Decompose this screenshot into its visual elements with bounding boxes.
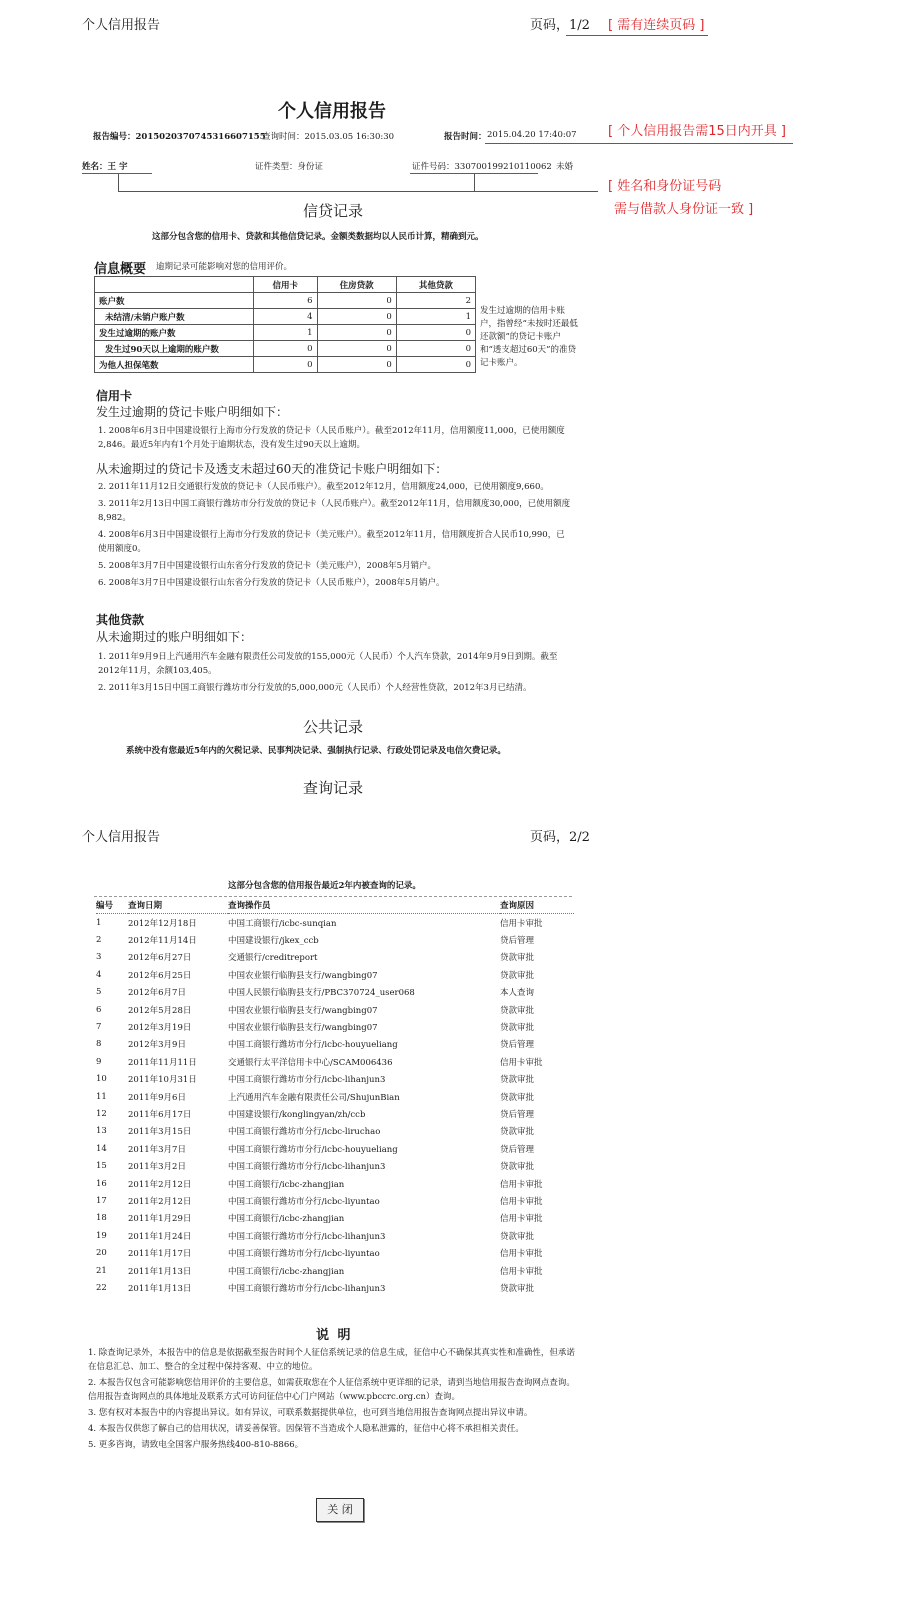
creditcard-section-title: 信用卡 (96, 389, 133, 403)
query-cell-reason: 贷款审批 (500, 1092, 535, 1103)
query-cell-operator: 上汽通用汽车金融有限责任公司/ShujunBian (228, 1092, 400, 1103)
person-name: 姓名：王 宇 (82, 162, 128, 172)
query-row (96, 1227, 574, 1244)
overview-row-label: 为他人担保笔数 (95, 357, 254, 373)
page2-page-number: 页码，2/2 (530, 830, 590, 845)
query-cell-reason: 贷款审批 (500, 1283, 535, 1294)
report-time-label: 报告时间： (444, 132, 487, 142)
section-public-title: 公共记录 (303, 718, 364, 736)
query-cell-no: 1 (96, 917, 102, 928)
query-cell-reason: 贷款审批 (500, 1162, 535, 1173)
overview-cell: 0 (254, 357, 318, 373)
query-cell-no: 11 (96, 1091, 107, 1102)
query-cell-date: 2011年2月12日 (128, 1179, 192, 1190)
query-cell-reason: 贷款审批 (500, 1231, 535, 1242)
query-cell-date: 2011年1月29日 (128, 1214, 192, 1225)
query-header-reason: 查询原因 (500, 897, 574, 914)
page2-header-title: 个人信用报告 (82, 830, 161, 845)
query-cell-operator: 中国建设银行/jkex_ccb (228, 936, 319, 947)
annotation-id-line2: 需与借款人身份证一致 ] (614, 202, 754, 217)
overview-row-label: 发生过90天以上逾期的账户数 (95, 341, 254, 357)
query-row (96, 1071, 574, 1088)
annotation-id-line1: [ 姓名和身份证号码 (608, 179, 722, 194)
annotation-underline-page (566, 35, 708, 36)
query-row (96, 1105, 574, 1122)
creditcard-overdue-list (98, 424, 573, 455)
query-cell-no: 8 (96, 1039, 102, 1050)
query-row (96, 1157, 574, 1174)
overview-side-note: 发生过逾期的信用卡账户，指曾经“未按时还最低还款额”的贷记卡账户和“透支超过60天”的准贷记卡账户。 (480, 306, 578, 368)
overview-header-creditcard: 信用卡 (254, 277, 318, 293)
query-cell-date: 2011年1月13日 (128, 1266, 192, 1277)
query-row (96, 1210, 574, 1227)
query-row (96, 1018, 574, 1035)
overview-row (95, 357, 476, 373)
loan-section-title: 其他贷款 (96, 613, 145, 627)
overview-row-label: 未结清/未销户账户数 (95, 309, 254, 325)
query-cell-operator: 中国工商银行/icbc-zhangjian (228, 1214, 345, 1225)
notes-title: 说 明 (316, 1328, 353, 1343)
query-cell-date: 2011年11月11日 (128, 1057, 197, 1068)
query-cell-no: 13 (96, 1126, 107, 1137)
overview-cell: 0 (254, 341, 318, 357)
query-cell-no: 4 (96, 969, 102, 980)
query-cell-operator: 中国农业银行临朐县支行/wangbing07 (228, 970, 378, 981)
note-item: 5. 更多咨询，请致电全国客户服务热线400-810-8866。 (88, 1440, 304, 1450)
bracket-horizontal (118, 191, 598, 192)
query-row (96, 966, 574, 983)
list-item: 2. 2011年11月12日交通银行发放的贷记卡（人民币账户）。截至2012年12月，信用额度24,000，已使用额度9,660。 (98, 482, 549, 492)
query-cell-reason: 贷款审批 (500, 970, 535, 981)
overview-subtitle: 逾期记录可能影响对您的信用评价。 (156, 262, 293, 272)
creditcard-normal-list (98, 480, 573, 593)
query-cell-reason: 信用卡审批 (500, 918, 543, 929)
overview-cell: 1 (396, 309, 475, 325)
query-cell-operator: 中国工商银行潍坊市分行/icbc-liruchao (228, 1127, 381, 1138)
list-item: 1. 2008年6月3日中国建设银行上海市分行发放的贷记卡（人民币账户）。截至2012年11月，信用额度11,000，已使用额度2,846。最近5年内有1个月处于逾期状态，没有发生过90天以上逾期。 (98, 426, 565, 450)
report-title: 个人信用报告 (278, 101, 386, 122)
query-cell-reason: 贷款审批 (500, 1005, 535, 1016)
query-cell-operator: 中国人民银行临朐县支行/PBC370724_user068 (228, 988, 415, 999)
query-row (96, 931, 574, 948)
query-row (96, 1140, 574, 1157)
query-cell-date: 2011年3月7日 (128, 1144, 186, 1155)
query-cell-date: 2012年3月19日 (128, 1023, 192, 1034)
query-row (96, 1123, 574, 1140)
query-cell-no: 16 (96, 1178, 107, 1189)
query-cell-date: 2011年6月17日 (128, 1109, 192, 1120)
page1-header-title: 个人信用报告 (82, 18, 161, 33)
overview-row-label: 账户数 (95, 293, 254, 309)
query-header-date: 查询日期 (128, 897, 228, 914)
query-row (96, 1036, 574, 1053)
query-cell-no: 17 (96, 1195, 107, 1206)
overview-cell: 0 (396, 325, 475, 341)
loan-list (98, 650, 573, 698)
query-row (96, 914, 574, 932)
query-cell-reason: 信用卡审批 (500, 1249, 543, 1260)
close-button[interactable]: 关 闭 (316, 1498, 364, 1522)
query-cell-reason: 贷后管理 (500, 936, 535, 947)
query-cell-reason: 信用卡审批 (500, 1179, 543, 1190)
query-cell-operator: 中国建设银行/konglingyan/zh/ccb (228, 1109, 366, 1120)
report-number: 报告编号：2015020370745316607155 (93, 132, 266, 142)
id-number: 证件号码：330700199210110062 (412, 162, 552, 172)
annotation-page-number: [ 需有连续页码 ] (608, 18, 705, 33)
overview-cell: 0 (317, 293, 396, 309)
query-cell-reason: 贷后管理 (500, 1144, 535, 1155)
annotation-report-time: [ 个人信用报告需15日内开具 ] (608, 124, 786, 139)
list-item: 5. 2008年3月7日中国建设银行山东省分行发放的贷记卡（美元账户），2008年5月销户。 (98, 561, 437, 571)
query-cell-operator: 中国农业银行临朐县支行/wangbing07 (228, 1005, 378, 1016)
overview-header-other: 其他贷款 (396, 277, 475, 293)
query-cell-no: 22 (96, 1282, 107, 1293)
note-item: 2. 本报告仅包含可能影响您信用评价的主要信息，如需获取您在个人征信系统中更详细的记录，请到当地信用报告查询网点查询。信用报告查询网点的具体地址及联系方式可访问征信中心门户网站（www.pbccrc.org.cn）查询。 (88, 1378, 575, 1402)
query-records-intro: 这部分包含您的信用报告最近2年内被查询的记录。 (228, 881, 421, 891)
overview-title: 信息概要 (94, 262, 147, 277)
query-cell-date: 2012年11月14日 (128, 936, 197, 947)
query-cell-date: 2012年6月7日 (128, 988, 186, 999)
query-cell-no: 15 (96, 1161, 107, 1172)
query-cell-reason: 贷后管理 (500, 1040, 535, 1051)
overview-row (95, 309, 476, 325)
overview-row-label: 发生过逾期的账户数 (95, 325, 254, 341)
overview-header-blank (95, 277, 254, 293)
list-item: 4. 2008年6月3日中国建设银行上海市分行发放的贷记卡（美元账户）。截至2012年11月，信用额度折合人民币10,990，已使用额度0。 (98, 530, 565, 554)
query-row (96, 949, 574, 966)
overview-cell: 2 (396, 293, 475, 309)
section-credit-title: 信贷记录 (303, 202, 364, 220)
query-cell-operator: 中国工商银行潍坊市分行/icbc-lihanjun3 (228, 1162, 386, 1173)
query-cell-operator: 交通银行太平洋信用卡中心/SCAM006436 (228, 1057, 393, 1068)
query-cell-reason: 贷款审批 (500, 1023, 535, 1034)
query-cell-reason: 贷后管理 (500, 1109, 535, 1120)
query-row (96, 1279, 574, 1296)
query-cell-date: 2012年12月18日 (128, 918, 197, 929)
annotation-underline-time (485, 143, 793, 144)
query-header-no: 编号 (96, 897, 128, 914)
query-cell-date: 2011年1月13日 (128, 1283, 192, 1294)
query-cell-reason: 贷款审批 (500, 1127, 535, 1138)
query-cell-reason: 本人查询 (500, 988, 535, 999)
query-cell-operator: 中国工商银行潍坊市分行/icbc-houyueliang (228, 1144, 398, 1155)
note-item: 1. 除查询记录外，本报告中的信息是依据截至报告时间个人征信系统记录的信息生成，征信中心不确保其真实性和准确性，但承诺在信息汇总、加工、整合的全过程中保持客观、中立的地位。 (88, 1348, 575, 1372)
marital-status: 未婚 (556, 162, 574, 172)
query-cell-operator: 中国工商银行/icbc-zhangjian (228, 1266, 345, 1277)
overview-cell: 0 (317, 309, 396, 325)
loan-normal-title: 从未逾期过的账户明细如下： (96, 630, 253, 644)
section-query-title: 查询记录 (303, 779, 364, 797)
query-cell-no: 19 (96, 1230, 107, 1241)
credit-intro: 这部分包含您的信用卡、贷款和其他信贷记录。金额类数据均以人民币计算，精确到元。 (152, 232, 484, 242)
query-cell-no: 9 (96, 1056, 102, 1067)
query-row (96, 1262, 574, 1279)
query-cell-reason: 贷款审批 (500, 1075, 535, 1086)
query-cell-date: 2011年2月12日 (128, 1196, 192, 1207)
report-time-value: 2015.04.20 17:40:07 (487, 130, 577, 140)
query-row (96, 1244, 574, 1261)
overview-cell: 0 (317, 325, 396, 341)
query-cell-operator: 中国工商银行潍坊市分行/icbc-liyuntao (228, 1196, 380, 1207)
query-cell-no: 2 (96, 935, 102, 946)
notes-list (88, 1346, 580, 1454)
query-cell-date: 2011年3月15日 (128, 1127, 192, 1138)
query-records-table (96, 897, 574, 1297)
overview-row (95, 325, 476, 341)
query-cell-reason: 信用卡审批 (500, 1266, 543, 1277)
query-cell-operator: 中国农业银行临朐县支行/wangbing07 (228, 1023, 378, 1034)
query-cell-operator: 中国工商银行/icbc-zhangjian (228, 1179, 345, 1190)
query-cell-no: 6 (96, 1004, 102, 1015)
note-item: 3. 您有权对本报告中的内容提出异议。如有异议，可联系数据提供单位，也可到当地信用报告查询网点提出异议申请。 (88, 1408, 533, 1418)
query-cell-date: 2012年6月25日 (128, 970, 192, 981)
query-cell-no: 3 (96, 952, 102, 963)
query-cell-date: 2011年3月2日 (128, 1162, 186, 1173)
annotation-underline-name (82, 173, 152, 174)
query-cell-operator: 中国工商银行潍坊市分行/icbc-lihanjun3 (228, 1231, 386, 1242)
query-cell-no: 18 (96, 1213, 107, 1224)
query-cell-no: 21 (96, 1265, 107, 1276)
query-row (96, 1053, 574, 1070)
bracket-right-vertical (474, 174, 475, 192)
id-type: 证件类型：身份证 (255, 162, 324, 172)
query-header-operator: 查询操作员 (228, 897, 500, 914)
query-cell-date: 2012年3月9日 (128, 1040, 186, 1051)
query-cell-reason: 信用卡审批 (500, 1196, 543, 1207)
bracket-left-vertical (118, 174, 119, 192)
query-row (96, 1001, 574, 1018)
query-cell-no: 12 (96, 1108, 107, 1119)
query-cell-no: 20 (96, 1248, 107, 1259)
query-row (96, 984, 574, 1001)
overview-cell: 0 (317, 357, 396, 373)
query-cell-date: 2011年1月17日 (128, 1249, 192, 1260)
list-item: 6. 2008年3月7日中国建设银行山东省分行发放的贷记卡（人民币账户），2008年5月销户。 (98, 578, 445, 588)
list-item: 1. 2011年9月9日上汽通用汽车金融有限责任公司发放的155,000元（人民币）个人汽车贷款，2014年9月9日到期。截至2012年11月，余额103,405。 (98, 652, 558, 676)
public-record-text: 系统中没有您最近5年内的欠税记录、民事判决记录、强制执行记录、行政处罚记录及电信欠费记录。 (126, 746, 506, 756)
list-item: 3. 2011年2月13日中国工商银行潍坊市分行发放的贷记卡（人民币账户）。截至2012年11月，信用额度30,000，已使用额度8,982。 (98, 499, 571, 523)
overview-cell: 4 (254, 309, 318, 325)
overview-row (95, 293, 476, 309)
creditcard-overdue-title: 发生过逾期的贷记卡账户明细如下： (96, 405, 289, 419)
page1-page-number: 页码，1/2 (530, 18, 590, 33)
overview-cell: 0 (396, 341, 475, 357)
query-cell-operator: 交通银行/creditreport (228, 953, 318, 964)
query-time: 查询时间：2015.03.05 16:30:30 (262, 132, 395, 142)
query-cell-operator: 中国工商银行潍坊市分行/icbc-liyuntao (228, 1249, 380, 1260)
query-cell-no: 5 (96, 987, 102, 998)
query-cell-operator: 中国工商银行/icbc-sunqian (228, 918, 337, 929)
query-cell-operator: 中国工商银行潍坊市分行/icbc-houyueliang (228, 1040, 398, 1051)
query-cell-date: 2011年10月31日 (128, 1075, 197, 1086)
list-item: 2. 2011年3月15日中国工商银行潍坊市分行发放的5,000,000元（人民币）个人经营性贷款，2012年3月已结清。 (98, 683, 532, 693)
query-cell-reason: 信用卡审批 (500, 1214, 543, 1225)
query-cell-operator: 中国工商银行潍坊市分行/icbc-lihanjun3 (228, 1283, 386, 1294)
overview-table (94, 276, 476, 373)
query-cell-reason: 信用卡审批 (500, 1057, 543, 1068)
query-cell-operator: 中国工商银行潍坊市分行/icbc-lihanjun3 (228, 1075, 386, 1086)
overview-cell: 0 (317, 341, 396, 357)
overview-cell: 1 (254, 325, 318, 341)
overview-cell: 6 (254, 293, 318, 309)
query-cell-date: 2012年6月27日 (128, 953, 192, 964)
query-cell-date: 2012年5月28日 (128, 1005, 192, 1016)
overview-header-mortgage: 住房贷款 (317, 277, 396, 293)
query-row (96, 1088, 574, 1105)
note-item: 4. 本报告仅供您了解自己的信用状况，请妥善保管。因保管不当造成个人隐私泄露的，征信中心将不承担相关责任。 (88, 1424, 524, 1434)
overview-row (95, 341, 476, 357)
query-cell-no: 7 (96, 1022, 102, 1033)
overview-cell: 0 (396, 357, 475, 373)
query-cell-date: 2011年9月6日 (128, 1092, 186, 1103)
query-cell-no: 14 (96, 1143, 107, 1154)
query-cell-reason: 贷款审批 (500, 953, 535, 964)
query-cell-date: 2011年1月24日 (128, 1231, 192, 1242)
query-row (96, 1175, 574, 1192)
query-cell-no: 10 (96, 1074, 107, 1085)
creditcard-normal-title: 从未逾期过的贷记卡及透支未超过60天的准贷记卡账户明细如下： (96, 462, 448, 476)
query-row (96, 1192, 574, 1209)
